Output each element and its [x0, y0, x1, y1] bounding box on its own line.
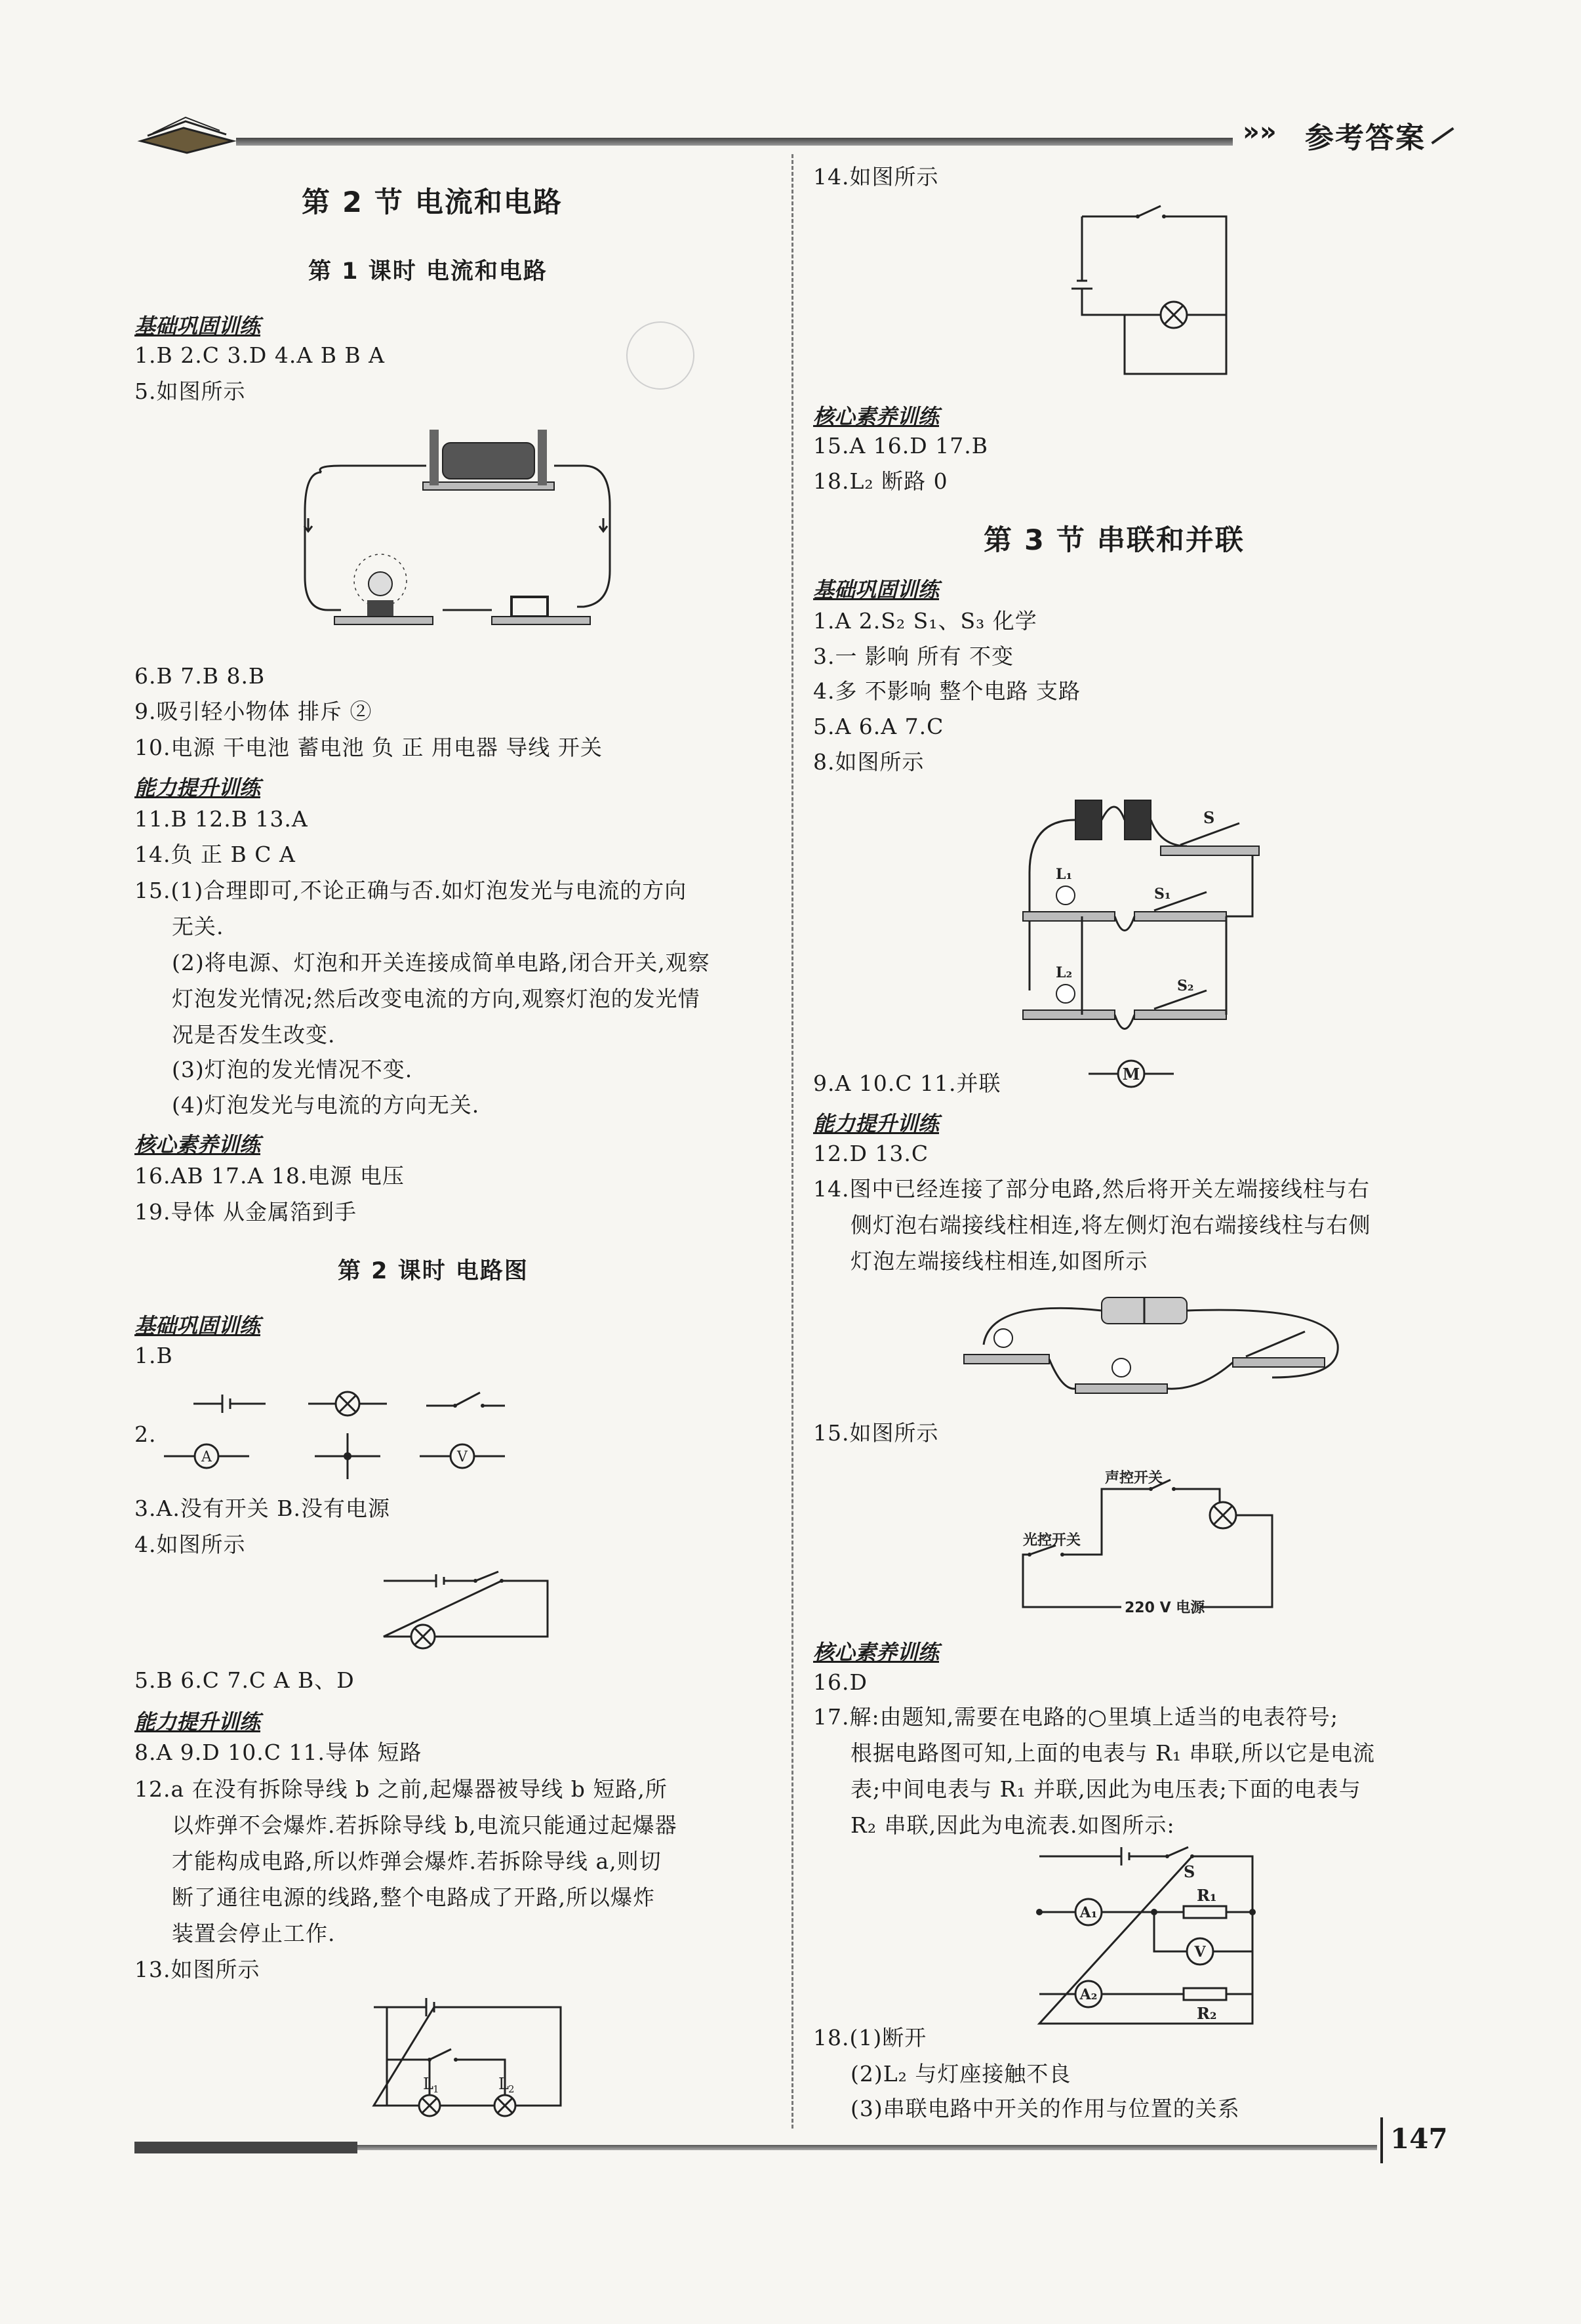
answer-line: 15.如图所示 [813, 1420, 939, 1446]
answer-line: 9.A 10.C 11.并联 [813, 1070, 1001, 1096]
answer-line: (3)串联电路中开关的作用与位置的关系 [851, 2096, 1240, 2121]
fig15-power-label: 220 V 电源 [1125, 1600, 1205, 1616]
answer-line: 3.A.没有开关 B.没有电源 [134, 1496, 391, 1521]
fig8-label-L1: L₁ [1056, 866, 1073, 883]
symbol-battery [193, 1391, 266, 1417]
answer-line: (3)灯泡的发光情况不变. [172, 1057, 413, 1082]
answer-line: 8.如图所示 [813, 749, 925, 775]
answer-line: 1.B [134, 1343, 173, 1368]
answer-line: 14.如图所示 [813, 164, 939, 190]
answer-line: 9.吸引轻小物体 排斥 ② [134, 699, 372, 724]
answer-line: 19.导体 从金属箔到手 [134, 1199, 357, 1225]
answer-line: 1.B 2.C 3.D 4.A B B A [134, 342, 386, 368]
figure-parallel-board [1016, 794, 1266, 1030]
answer-line: 16.AB 17.A 18.电源 电压 [134, 1163, 405, 1189]
label-L1: L [423, 2075, 433, 2093]
fig15-sound-switch: 声控开关 [1105, 1470, 1163, 1486]
footer-bar [134, 2142, 357, 2153]
answer-line: 况是否发生改变. [172, 1022, 336, 1048]
category-ability: 能力提升训练 [134, 1709, 261, 1734]
category-core: 核心素养训练 [813, 1640, 940, 1665]
category-ability: 能力提升训练 [134, 775, 261, 800]
answer-line: 14.负 正 B C A [134, 842, 296, 867]
category-core: 核心素养训练 [134, 1132, 261, 1157]
answer-line: 8.A 9.D 10.C 11.导体 短路 [134, 1740, 422, 1765]
figure-simple-circuit [384, 1574, 548, 1637]
fig17-label-A2: A₂ [1079, 1986, 1098, 2003]
page-number: 147 [1390, 2123, 1448, 2155]
answer-line: 1.A 2.S₂ S₁、S₃ 化学 [813, 608, 1037, 634]
answer-line: 15.(1)合理即可,不论正确与否.如灯泡发光与电流的方向 [134, 878, 687, 903]
lesson-title-1: 第 1 课时 电流和电路 [308, 258, 548, 285]
answer-line: 14.图中已经连接了部分电路,然后将开关左端接线柱与右 [813, 1176, 1370, 1202]
header-chevrons: »» [1243, 117, 1277, 147]
watermark-stamp [616, 312, 704, 399]
ammeter-letter: A [201, 1449, 212, 1465]
answer-line: 5.A 6.A 7.C [813, 714, 944, 739]
fig17-label-A1: A₁ [1079, 1904, 1098, 1921]
answer-line: 13.如图所示 [134, 1957, 260, 1982]
fig17-label-S: S [1184, 1862, 1195, 1881]
figure-meter-circuit [1036, 1850, 1259, 2027]
answer-line: 灯泡左端接线柱相连,如图所示 [851, 1248, 1148, 1274]
figure-electromagnet-circuit [302, 420, 616, 643]
answer-line: 16.D [813, 1669, 868, 1695]
answer-line: 15.A 16.D 17.B [813, 433, 988, 459]
figure-series-board [964, 1286, 1344, 1417]
answer-line: 6.B 7.B 8.B [134, 663, 266, 689]
answer-line: 装置会停止工作. [172, 1921, 336, 1946]
category-basic: 基础巩固训练 [134, 314, 261, 338]
category-core: 核心素养训练 [813, 404, 940, 429]
symbol-lamp [308, 1391, 387, 1417]
symbol-ammeter [164, 1443, 249, 1469]
label-L2: L [498, 2075, 509, 2093]
answer-line: 以炸弹不会爆炸.若拆除导线 b,电流只能通过起爆器 [172, 1812, 677, 1838]
fig15-light-switch: 光控开关 [1023, 1532, 1081, 1549]
answer-line: 4.如图所示 [134, 1532, 246, 1557]
answer-line: 5.B 6.C 7.C A B、D [134, 1667, 355, 1693]
answer-line: 5.如图所示 [134, 378, 246, 404]
answer-line: 根据电路图可知,上面的电表与 R₁ 串联,所以它是电流 [851, 1740, 1376, 1766]
answer-line: 10.电源 干电池 蓄电池 负 正 用电器 导线 开关 [134, 735, 603, 760]
header-rule [236, 138, 1233, 146]
category-basic: 基础巩固训练 [813, 577, 940, 602]
symbol-junction [315, 1433, 380, 1479]
fig8-label-S: S [1203, 808, 1215, 827]
voltmeter-letter: V [457, 1449, 468, 1465]
footer-divider [1380, 2117, 1383, 2163]
header-slash [1431, 127, 1454, 144]
answer-line: (2)L₂ 与灯座接触不良 [851, 2061, 1071, 2087]
answer-line: 3.一 影响 所有 不变 [813, 643, 1014, 669]
answer-line: 无关. [172, 914, 224, 939]
symbol-switch [426, 1387, 505, 1414]
fig8-label-S1: S₁ [1154, 886, 1171, 903]
symbol-motor [1089, 1057, 1174, 1090]
motor-letter: M [1122, 1065, 1140, 1084]
symbol-voltmeter [420, 1443, 505, 1469]
figure-parallel-lamps [374, 1994, 564, 2112]
book-icon [134, 108, 239, 154]
answer-line: 18.(1)断开 [813, 2025, 927, 2050]
answer-line: 11.B 12.B 13.A [134, 806, 308, 832]
section-title-2: 第 2 节 电流和电路 [302, 186, 563, 219]
answer-line: R₂ 串联,因此为电流表.如图所示: [851, 1812, 1175, 1838]
answer-line: 12.D 13.C [813, 1141, 929, 1166]
lesson-title-2: 第 2 课时 电路图 [338, 1258, 529, 1284]
fig8-label-S2: S₂ [1177, 977, 1194, 994]
category-ability: 能力提升训练 [813, 1111, 940, 1136]
answer-line: 18.L₂ 断路 0 [813, 468, 948, 494]
answer-line: 灯泡发光情况;然后改变电流的方向,观察灯泡的发光情 [172, 986, 700, 1011]
fig17-label-R2: R₂ [1197, 2004, 1217, 2023]
fig8-label-L2: L₂ [1056, 964, 1073, 981]
answer-line: 侧灯泡右端接线柱相连,将左侧灯泡右端接线柱与右侧 [851, 1212, 1371, 1238]
column-divider [791, 154, 793, 2129]
answer-line: 17.解:由题知,需要在电路的○里填上适当的电表符号; [813, 1704, 1339, 1730]
fig17-label-V: V [1194, 1944, 1206, 1961]
footer-rule [357, 2145, 1377, 2150]
answer-line: (2)将电源、灯泡和开关连接成简单电路,闭合开关,观察 [172, 950, 710, 975]
fig17-label-R1: R₁ [1197, 1886, 1217, 1905]
label-L2-sub: 2 [508, 2083, 515, 2095]
answer-line: 表;中间电表与 R₁ 并联,因此为电压表;下面的电表与 [851, 1776, 1361, 1802]
figure-lamp-switch-circuit [1069, 210, 1233, 380]
header-label: 参考答案 [1305, 121, 1426, 155]
answer-line: 2. [134, 1421, 157, 1447]
label-L1-sub: 1 [433, 2083, 439, 2095]
answer-line: 才能构成电路,所以炸弹会爆炸.若拆除导线 a,则切 [172, 1848, 662, 1874]
answer-line: (4)灯泡发光与电流的方向无关. [172, 1092, 480, 1118]
figure-sound-light-switch [1023, 1463, 1285, 1614]
answer-line: 4.多 不影响 整个电路 支路 [813, 678, 1081, 704]
answer-line: 断了通往电源的线路,整个电路成了开路,所以爆炸 [172, 1885, 655, 1910]
section-title-3: 第 3 节 串联和并联 [984, 524, 1245, 557]
category-basic: 基础巩固训练 [134, 1313, 261, 1338]
answer-line: 12.a 在没有拆除导线 b 之前,起爆器被导线 b 短路,所 [134, 1776, 668, 1802]
